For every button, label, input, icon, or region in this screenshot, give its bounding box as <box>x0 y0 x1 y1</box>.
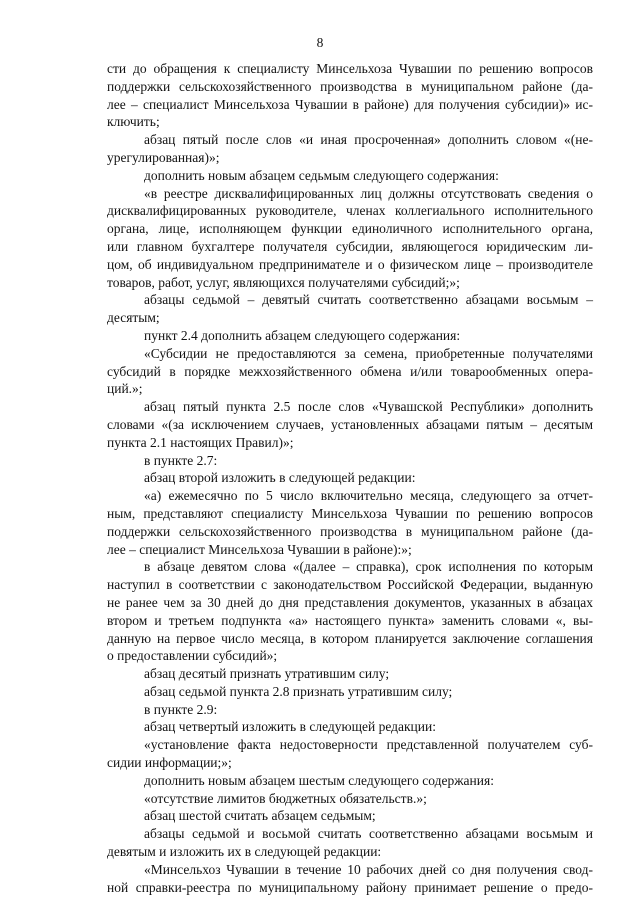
text-line: «установление факта недостоверности представленной получателем суб- <box>144 737 593 753</box>
text-line: «а) ежемесячно по 5 число включительно месяца, следующего за отчет- <box>144 488 593 504</box>
text-line: поддержки сельскохозяйственного производства в муниципальном районе (да- <box>107 78 593 94</box>
text-line: абзац четвертый изложить в следующей редакции: <box>144 719 436 735</box>
text-line: в пункте 2.9: <box>144 701 218 717</box>
text-line: абзац пятый пункта 2.5 после слов «Чувашской Республики» дополнить <box>144 399 593 415</box>
text-line: лее – специалист Минсельхоза Чувашии в районе) для получения субсидии)» ис- <box>107 96 593 112</box>
text-line: наступил в соответствии с законодательством Российской Федерации, выданную <box>107 577 593 593</box>
page-number: 8 <box>316 35 324 50</box>
text-line: абзацы седьмой и восьмой считать соответственно абзацами восьмым и <box>144 826 593 842</box>
text-line: в абзаце девятом слова «(далее – справка), срок исполнения по которым <box>144 559 593 575</box>
text-line: дополнить новым абзацем шестым следующего содержания: <box>144 772 494 788</box>
text-line: органа, лице, исполняющем функции единоличного исполнительного органа, <box>107 221 593 237</box>
text-line: абзац седьмой пункта 2.8 признать утратившим силу; <box>144 683 453 699</box>
text-line: пункт 2.4 дополнить абзацем следующего содержания: <box>144 327 461 343</box>
text-line: абзац десятый признать утратившим силу; <box>144 666 390 682</box>
text-line: цом, об индивидуальном предпринимателе и о физическом лице – производителе <box>107 256 593 272</box>
text-line: девятым и изложить их в следующей редакции: <box>107 844 382 860</box>
text-line: «Субсидии не предоставляются за семена, приобретенные получателями <box>144 345 593 361</box>
text-line: ной справки-реестра по муниципальному району принимает решение о предо- <box>107 879 593 895</box>
text-line: о предоставлении субсидий»; <box>107 648 278 664</box>
text-line: субсидий в порядке межхозяйственного обмена и/или товарообменных опера- <box>107 363 593 379</box>
text-line: ключить; <box>107 114 160 130</box>
text-line: данную на первое число месяца, в котором планируется заключение соглашения <box>107 630 593 646</box>
text-line: абзац шестой считать абзацем седьмым; <box>144 808 376 824</box>
document-body <box>107 60 593 896</box>
text-line: «Минсельхоз Чувашии в течение 10 рабочих дней со дня получения свод- <box>144 861 593 877</box>
text-line: сидии информации;»; <box>107 755 232 771</box>
text-line: абзац второй изложить в следующей редакции: <box>144 470 416 486</box>
text-line: товаров, работ, услуг, являющихся получателями субсидий;»; <box>107 274 460 290</box>
text-line: ным, представляют специалисту Минсельхоза Чувашии по решению вопросов <box>107 505 593 521</box>
text-line: абзац пятый после слов «и иная просроченная» дополнить словом «(не- <box>144 132 593 148</box>
text-line: абзацы седьмой – девятый считать соответственно абзацами восьмым – <box>144 292 593 308</box>
text-line: сти до обращения к специалисту Минсельхоза Чувашии по решению вопросов <box>107 61 593 76</box>
text-line: десятым; <box>107 310 160 326</box>
text-line: поддержки сельскохозяйственного производства в муниципальном районе (да- <box>107 523 593 539</box>
text-line: или главном бухгалтере получателя субсидии, являющегося юридическим ли- <box>107 238 593 254</box>
text-line: словами «(за исключением случаев, установленных абзацами пятым – десятым <box>107 416 593 432</box>
text-line: лее – специалист Минсельхоза Чувашии в районе):»; <box>107 541 412 557</box>
text-line: урегулированная)»; <box>107 149 220 165</box>
text-line: в пункте 2.7: <box>144 452 218 468</box>
text-line: «в реестре дисквалифицированных лиц должны отсутствовать сведения о <box>144 185 593 201</box>
text-line: ций.»; <box>107 381 143 397</box>
text-line: «отсутствие лимитов бюджетных обязательств.»; <box>144 790 427 806</box>
text-line: дисквалифицированных руководителе, членах коллегиального исполнительного <box>107 203 593 219</box>
text-line: не ранее чем за 30 дней до дня представления документов, указанных в абзацах <box>107 594 593 610</box>
text-line: втором и третьем подпункта «а» настоящего пункта» заменить словами «, вы- <box>107 612 593 628</box>
text-line: дополнить новым абзацем седьмым следующего содержания: <box>144 167 499 183</box>
text-line: пункта 2.1 настоящих Правил)»; <box>107 434 294 450</box>
